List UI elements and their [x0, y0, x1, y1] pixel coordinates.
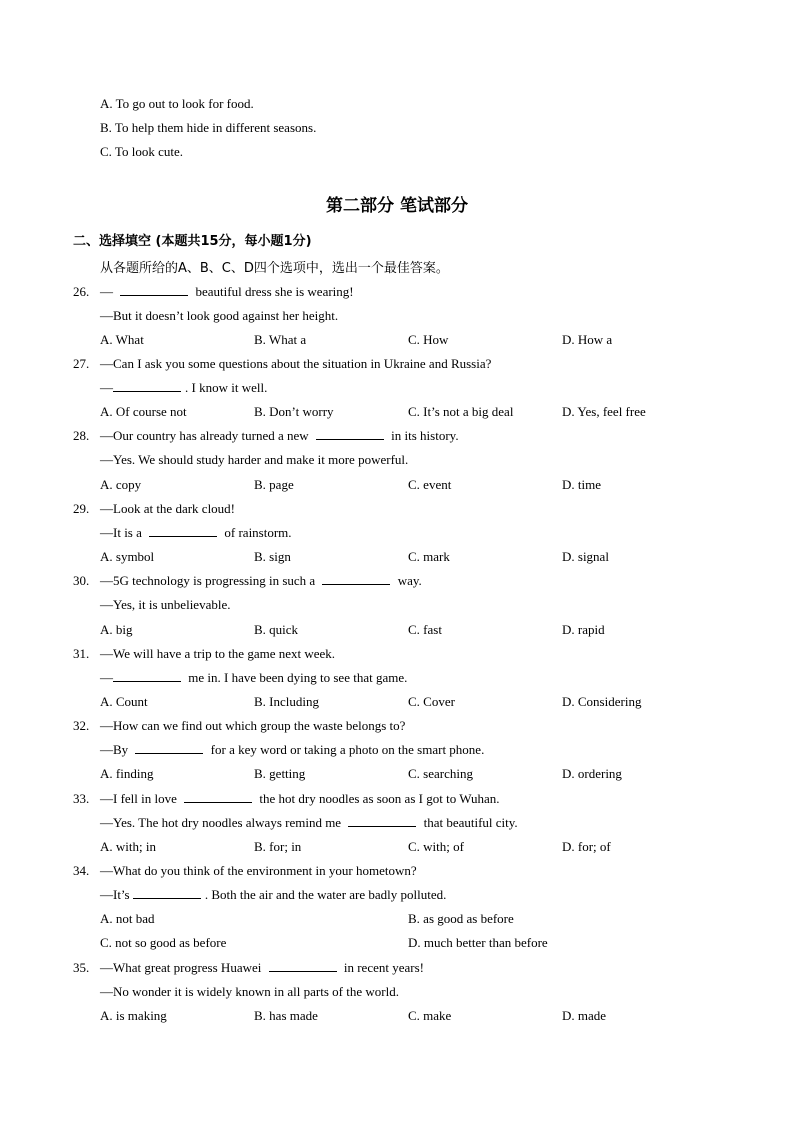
question-number: 32.: [73, 718, 90, 733]
prev-option-a: A. To go out to look for food.: [100, 96, 254, 111]
option-d: D. made: [562, 1008, 607, 1023]
text: —It is a: [100, 525, 146, 540]
question-line-1: [100, 428, 459, 444]
text: —Yes. We should study harder and make it more powerful.: [100, 452, 409, 467]
text: —It’s: [100, 887, 133, 902]
text: —What great progress Huawei: [100, 960, 265, 975]
option-b: B. getting: [254, 766, 306, 781]
text: . I know it well.: [185, 380, 268, 395]
option-c: C. How: [408, 332, 449, 347]
question-number: 31.: [73, 646, 90, 661]
text: —Look at the dark cloud!: [100, 501, 236, 516]
question-number: 30.: [73, 573, 90, 588]
question-number: 34.: [73, 863, 90, 878]
text: —Yes. The hot dry noodles always remind me: [100, 815, 345, 830]
question-line-1: [100, 646, 335, 662]
option-b: B. Including: [254, 694, 319, 709]
answer-blank: [269, 960, 337, 972]
answer-blank: [348, 815, 416, 827]
text: —: [100, 380, 113, 395]
text: . Both the air and the water are badly polluted.: [204, 887, 447, 902]
option-b: B. as good as before: [408, 911, 514, 926]
question-line-2: [100, 597, 230, 613]
text: in recent years!: [340, 960, 424, 975]
question-number: 26.: [73, 284, 90, 299]
option-b: B. sign: [254, 549, 291, 564]
text: of rainstorm.: [221, 525, 292, 540]
section-instruction: 从各题所给的A、B、C、D四个选项中，选出一个最佳答案。: [100, 261, 449, 276]
text: me in. I have been dying to see that game.: [185, 670, 408, 685]
text: —How can we find out which group the waste belongs to?: [100, 718, 406, 733]
question-line-1: [100, 573, 422, 589]
option-b: B. What a: [254, 332, 307, 347]
question-line-2: [100, 380, 267, 396]
question-line-2: [100, 984, 399, 1000]
option-d: D. rapid: [562, 622, 605, 637]
option-c: C. not so good as before: [100, 935, 227, 950]
option-c: C. with; of: [408, 839, 464, 854]
prev-option-c: C. To look cute.: [100, 144, 183, 159]
option-d: D. signal: [562, 549, 609, 564]
answer-blank: [149, 525, 217, 537]
question-line-2: [100, 525, 292, 541]
text: that beautiful city.: [420, 815, 518, 830]
option-d: D. Considering: [562, 694, 642, 709]
question-number: 29.: [73, 501, 90, 516]
text: —: [100, 284, 117, 299]
answer-blank: [113, 380, 181, 392]
text: —Our country has already turned a new: [100, 428, 312, 443]
option-d: D. much better than before: [408, 935, 548, 950]
question-line-1: [100, 501, 235, 517]
option-b: B. Don’t worry: [254, 404, 334, 419]
option-c: C. searching: [408, 766, 473, 781]
question-line-2: [100, 452, 408, 468]
text: for a key word or taking a photo on the smart phone.: [207, 742, 485, 757]
option-c: C. make: [408, 1008, 452, 1023]
option-a: A. Count: [100, 694, 148, 709]
question-number: 28.: [73, 428, 90, 443]
question-line-2: [100, 887, 446, 903]
option-a: A. symbol: [100, 549, 155, 564]
question-line-2: [100, 742, 484, 758]
prev-option-b: B. To help them hide in different seasons.: [100, 120, 317, 135]
question-line-1: [100, 284, 354, 300]
question-line-1: [100, 718, 405, 734]
question-line-2: [100, 308, 338, 324]
option-b: B. for; in: [254, 839, 302, 854]
option-c: C. mark: [408, 549, 450, 564]
answer-blank: [322, 573, 390, 585]
option-d: D. time: [562, 477, 601, 492]
option-c: C. Cover: [408, 694, 455, 709]
option-a: A. finding: [100, 766, 154, 781]
answer-blank: [184, 791, 252, 803]
option-c: C. event: [408, 477, 452, 492]
option-b: B. page: [254, 477, 294, 492]
part-title: 第二部分 笔试部分: [326, 196, 468, 216]
option-d: D. How a: [562, 332, 613, 347]
answer-blank: [133, 887, 201, 899]
question-line-2: [100, 670, 407, 686]
option-a: A. is making: [100, 1008, 167, 1023]
question-line-2: [100, 815, 518, 831]
option-d: D. Yes, feel free: [562, 404, 646, 419]
answer-blank: [113, 670, 181, 682]
option-a: A. Of course not: [100, 404, 187, 419]
option-a: A. What: [100, 332, 144, 347]
option-c: C. fast: [408, 622, 442, 637]
text: —Yes, it is unbelievable.: [100, 597, 231, 612]
text: —We will have a trip to the game next week.: [100, 646, 336, 661]
question-line-1: [100, 863, 417, 879]
text: —: [100, 670, 113, 685]
option-b: B. has made: [254, 1008, 318, 1023]
option-d: D. ordering: [562, 766, 622, 781]
text: —But it doesn’t look good against her height.: [100, 308, 339, 323]
answer-blank: [316, 428, 384, 440]
question-number: 35.: [73, 960, 90, 975]
option-d: D. for; of: [562, 839, 611, 854]
answer-blank: [120, 284, 188, 296]
text: in its history.: [387, 428, 459, 443]
text: —What do you think of the environment in your hometown?: [100, 863, 417, 878]
text: —Can I ask you some questions about the situation in Ukraine and Russia?: [100, 356, 492, 371]
question-number: 33.: [73, 791, 90, 806]
text: beautiful dress she is wearing!: [192, 284, 354, 299]
text: the hot dry noodles as soon as I got to Wuhan.: [256, 791, 500, 806]
option-b: B. quick: [254, 622, 299, 637]
question-line-1: [100, 356, 491, 372]
question-number: 27.: [73, 356, 90, 371]
answer-blank: [135, 742, 203, 754]
text: —No wonder it is widely known in all parts of the world.: [100, 984, 399, 999]
question-line-1: [100, 791, 499, 807]
option-a: A. with; in: [100, 839, 156, 854]
section-title: 二、选择填空 (本题共15分，每小题1分): [73, 234, 312, 249]
question-line-1: [100, 960, 424, 976]
option-a: A. copy: [100, 477, 142, 492]
text: —5G technology is progressing in such a: [100, 573, 319, 588]
text: —I fell in love: [100, 791, 181, 806]
text: way.: [394, 573, 422, 588]
option-c: C. It’s not a big deal: [408, 404, 514, 419]
text: —By: [100, 742, 132, 757]
option-a: A. not bad: [100, 911, 155, 926]
option-a: A. big: [100, 622, 133, 637]
